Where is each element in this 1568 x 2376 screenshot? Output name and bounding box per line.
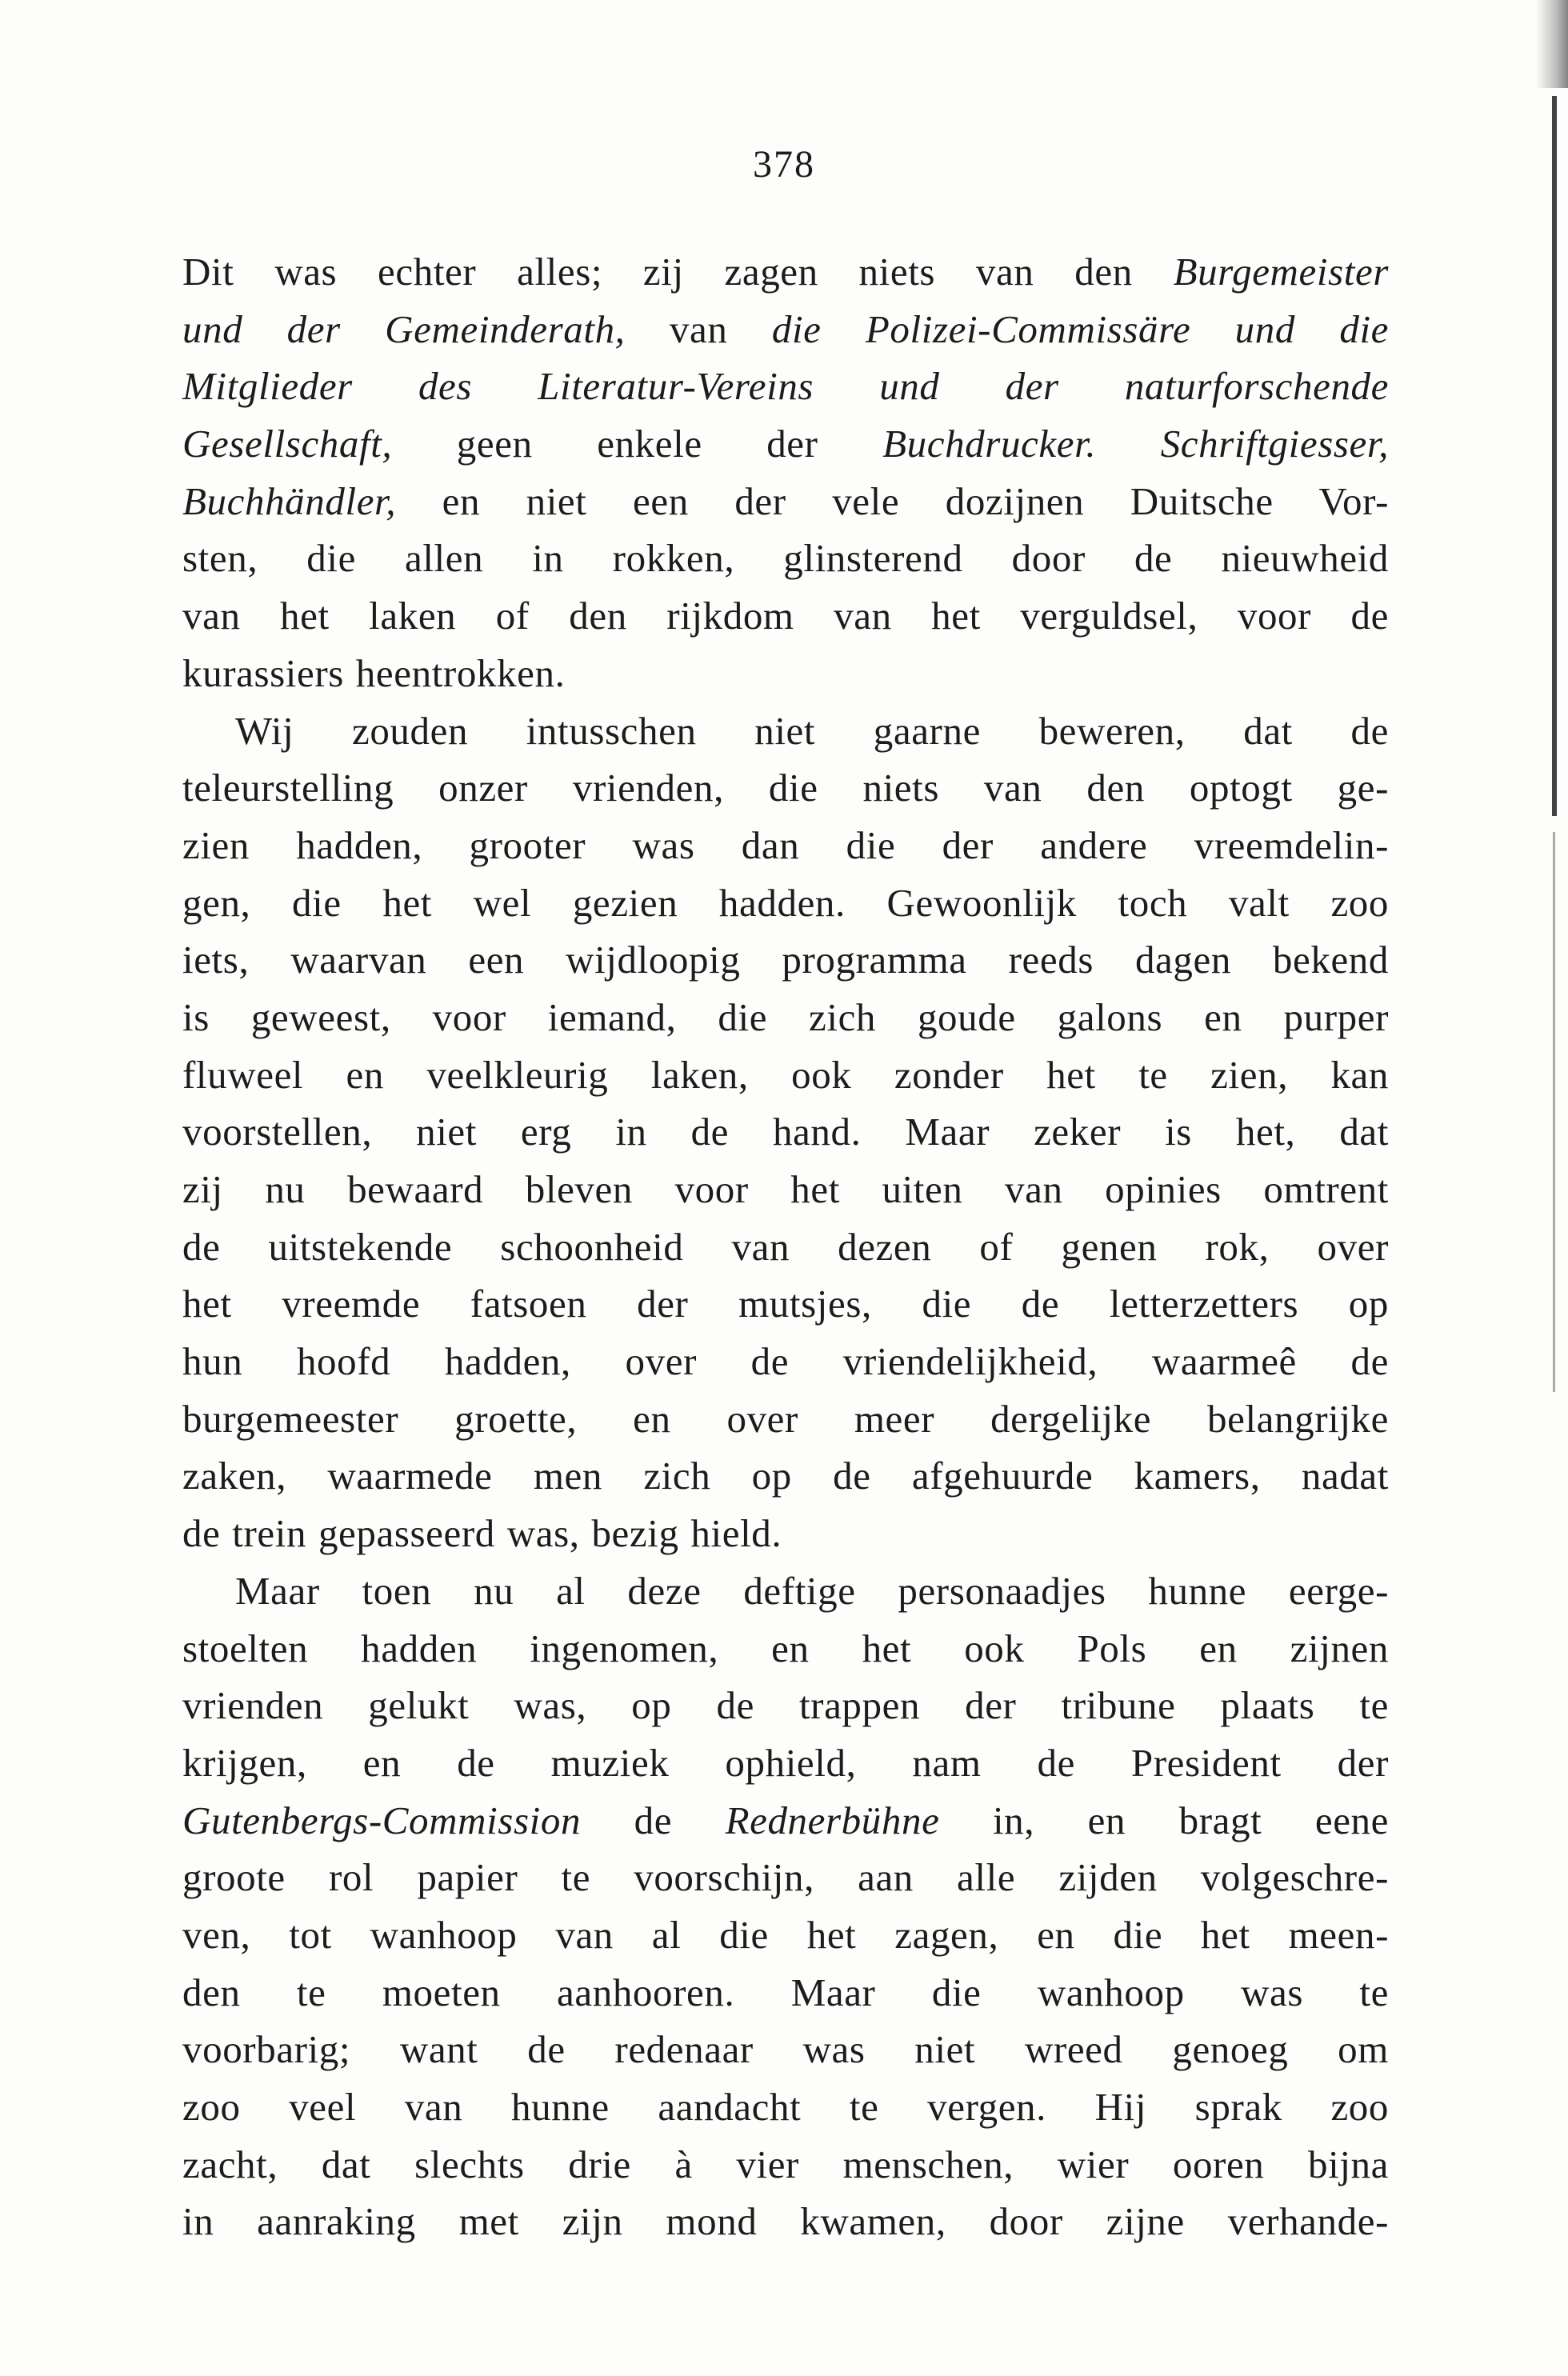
italic-text: und der Gemeinderath,	[182, 306, 626, 351]
text-segment: krijgen, en de muziek ophield, nam de President der	[182, 1740, 1389, 1785]
text-line	[182, 2193, 1389, 2250]
italic-text: Burgemeister	[1173, 250, 1389, 294]
text-segment: Dit was echter alles; zij zagen niets van den	[182, 250, 1174, 294]
scan-edge-shadow	[1552, 96, 1557, 816]
text-line	[182, 1046, 1389, 1104]
text-segment: de uitstekende schoonheid van dezen of genen rok, over	[182, 1224, 1389, 1269]
text-segment: en niet een der vele dozijnen Duitsche Vor-	[396, 478, 1389, 523]
text-line	[182, 931, 1389, 989]
text-segment: de	[581, 1798, 726, 1842]
text-line	[182, 817, 1389, 874]
text-line	[182, 1964, 1389, 2022]
text-segment: ven, tot wanhoop van al die het zagen, en die het meen-	[182, 1912, 1389, 1957]
text-line	[182, 1620, 1389, 1678]
text-segment: zij nu bewaard bleven voor het uiten van opinies omtrent	[182, 1167, 1389, 1211]
text-line	[182, 1734, 1389, 1792]
text-line	[182, 358, 1389, 415]
italic-text: Mitglieder des Literatur-Vereins und der naturforschende	[182, 364, 1389, 409]
text-line	[182, 1562, 1389, 1620]
text-line	[182, 1792, 1389, 1850]
text-line	[182, 1275, 1389, 1333]
text-line	[182, 1218, 1389, 1276]
text-line	[182, 702, 1389, 760]
text-line	[182, 2136, 1389, 2194]
text-line	[182, 301, 1389, 358]
text-segment: in, en bragt eene	[939, 1798, 1389, 1842]
text-line	[182, 759, 1389, 817]
text-segment: teleurstelling onzer vrienden, die niets van den optogt ge-	[182, 766, 1389, 810]
italic-text: die Polizei-Commissäre und die	[771, 306, 1390, 351]
text-segment: groote rol papier te voorschijn, aan alle zijden volgeschre-	[182, 1855, 1389, 1900]
text-segment: fluweel en veelkleurig laken, ook zonder het te zien, kan	[182, 1052, 1389, 1097]
text-line	[182, 2021, 1389, 2078]
text-segment: vrienden gelukt was, op de trappen der tribune plaats te	[182, 1683, 1389, 1728]
text-line	[182, 874, 1389, 932]
text-segment: van	[625, 306, 772, 351]
text-segment: burgemeester groette, en over meer dergelijke belangrijke	[182, 1396, 1389, 1441]
text-line	[182, 1906, 1389, 1964]
page-number: 378	[753, 143, 815, 186]
body-text	[182, 243, 1389, 2250]
text-line	[182, 1103, 1389, 1161]
text-segment: hun hoofd hadden, over de vriendelijkheid, waarmeê de	[182, 1339, 1389, 1384]
text-line	[182, 1849, 1389, 1906]
italic-text: Buchdrucker. Schriftgiesser,	[882, 422, 1389, 466]
text-line	[182, 473, 1389, 530]
text-line	[182, 243, 1389, 301]
text-segment: sten, die allen in rokken, glinsterend door de nieuwheid	[182, 536, 1389, 581]
text-segment: kurassiers heentrokken.	[182, 650, 566, 695]
text-segment: iets, waarvan een wijdloopig programma reeds dagen bekend	[182, 938, 1389, 982]
scan-corner-shadow	[1536, 0, 1568, 88]
scan-edge-shadow-lower	[1553, 832, 1555, 1392]
text-segment: van het laken of den rijkdom van het verguldsel, voor de	[182, 594, 1389, 638]
text-segment: stoelten hadden ingenomen, en het ook Pols en zijnen	[182, 1626, 1389, 1670]
text-segment: gen, die het wel gezien hadden. Gewoonlijk toch valt zoo	[182, 880, 1389, 925]
text-line	[182, 530, 1389, 587]
text-segment: Maar toen nu al deze deftige personaadjes hunne eerge-	[235, 1568, 1389, 1613]
text-segment: zien hadden, grooter was dan die der andere vreemdelin-	[182, 822, 1389, 867]
text-segment: voorbarig; want de redenaar was niet wreed genoeg om	[182, 2027, 1389, 2072]
text-line	[182, 1677, 1389, 1734]
text-line	[182, 1505, 1389, 1562]
text-segment: Wij zouden intusschen niet gaarne beweren, dat de	[235, 708, 1389, 753]
text-line	[182, 989, 1389, 1046]
text-segment: den te moeten aanhooren. Maar die wanhoop was te	[182, 1970, 1389, 2014]
text-segment: zoo veel van hunne aandacht te vergen. Hij sprak zoo	[182, 2085, 1389, 2129]
text-segment: zaken, waarmede men zich op de afgehuurde kamers, nadat	[182, 1454, 1389, 1498]
text-segment: is geweest, voor iemand, die zich goude galons en purper	[182, 994, 1389, 1039]
italic-text: Gesellschaft,	[182, 422, 393, 466]
text-segment: het vreemde fatsoen der mutsjes, die de letterzetters op	[182, 1282, 1389, 1326]
text-line	[182, 1333, 1389, 1390]
text-line	[182, 587, 1389, 645]
text-segment: de trein gepasseerd was, bezig hield.	[182, 1511, 782, 1556]
text-line	[182, 2078, 1389, 2136]
text-segment: voorstellen, niet erg in de hand. Maar zeker is het, dat	[182, 1110, 1389, 1154]
text-line	[182, 415, 1389, 473]
italic-text: Gutenbergs-Commission	[182, 1798, 582, 1842]
text-line	[182, 1161, 1389, 1218]
text-segment: in aanraking met zijn mond kwamen, door zijne verhande-	[182, 2199, 1389, 2244]
text-segment: geen enkele der	[392, 422, 883, 466]
text-line	[182, 1447, 1389, 1505]
text-segment: zacht, dat slechts drie à vier menschen, wier ooren bijna	[182, 2142, 1389, 2186]
text-line	[182, 645, 1389, 702]
italic-text: Buchhändler,	[182, 478, 397, 523]
italic-text: Rednerbühne	[725, 1798, 940, 1842]
text-line	[182, 1390, 1389, 1448]
